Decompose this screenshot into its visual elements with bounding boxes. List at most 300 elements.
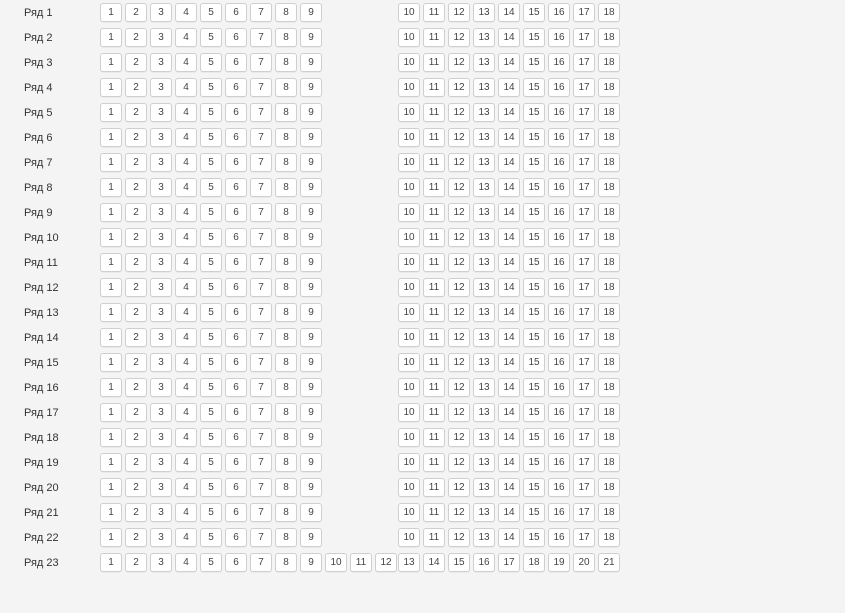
seat[interactable]: 11 bbox=[423, 378, 445, 397]
seat[interactable]: 19 bbox=[548, 553, 570, 572]
seat[interactable]: 9 bbox=[300, 328, 322, 347]
seat[interactable]: 1 bbox=[100, 278, 122, 297]
seat[interactable]: 10 bbox=[398, 478, 420, 497]
seat[interactable]: 7 bbox=[250, 278, 272, 297]
seat[interactable]: 5 bbox=[200, 378, 222, 397]
seat[interactable]: 6 bbox=[225, 153, 247, 172]
seat[interactable]: 2 bbox=[125, 453, 147, 472]
seat[interactable]: 10 bbox=[398, 178, 420, 197]
seat[interactable]: 18 bbox=[598, 53, 620, 72]
seat[interactable]: 15 bbox=[523, 278, 545, 297]
seat[interactable]: 6 bbox=[225, 3, 247, 22]
seat[interactable]: 8 bbox=[275, 528, 297, 547]
seat[interactable]: 18 bbox=[598, 78, 620, 97]
seat[interactable]: 16 bbox=[548, 228, 570, 247]
seat[interactable]: 13 bbox=[473, 353, 495, 372]
seat[interactable]: 18 bbox=[598, 378, 620, 397]
seat[interactable]: 17 bbox=[573, 78, 595, 97]
seat[interactable]: 9 bbox=[300, 253, 322, 272]
seat[interactable]: 15 bbox=[523, 3, 545, 22]
seat[interactable]: 1 bbox=[100, 103, 122, 122]
seat[interactable]: 12 bbox=[448, 53, 470, 72]
seat[interactable]: 16 bbox=[548, 328, 570, 347]
seat[interactable]: 11 bbox=[350, 553, 372, 572]
seat[interactable]: 9 bbox=[300, 103, 322, 122]
seat[interactable]: 8 bbox=[275, 403, 297, 422]
seat[interactable]: 2 bbox=[125, 303, 147, 322]
seat[interactable]: 9 bbox=[300, 303, 322, 322]
seat[interactable]: 14 bbox=[498, 378, 520, 397]
seat[interactable]: 8 bbox=[275, 178, 297, 197]
seat[interactable]: 17 bbox=[573, 428, 595, 447]
seat[interactable]: 10 bbox=[398, 403, 420, 422]
seat[interactable]: 12 bbox=[448, 328, 470, 347]
seat[interactable]: 7 bbox=[250, 28, 272, 47]
seat[interactable]: 12 bbox=[448, 478, 470, 497]
seat[interactable]: 6 bbox=[225, 428, 247, 447]
seat[interactable]: 9 bbox=[300, 28, 322, 47]
seat[interactable]: 7 bbox=[250, 228, 272, 247]
seat[interactable]: 18 bbox=[598, 228, 620, 247]
seat[interactable]: 9 bbox=[300, 453, 322, 472]
seat[interactable]: 15 bbox=[523, 128, 545, 147]
seat[interactable]: 9 bbox=[300, 428, 322, 447]
seat[interactable]: 16 bbox=[548, 3, 570, 22]
seat[interactable]: 11 bbox=[423, 253, 445, 272]
seat[interactable]: 7 bbox=[250, 78, 272, 97]
seat[interactable]: 17 bbox=[573, 478, 595, 497]
seat[interactable]: 12 bbox=[448, 253, 470, 272]
seat[interactable]: 8 bbox=[275, 278, 297, 297]
seat[interactable]: 15 bbox=[523, 303, 545, 322]
seat[interactable]: 13 bbox=[473, 278, 495, 297]
seat[interactable]: 6 bbox=[225, 78, 247, 97]
seat[interactable]: 15 bbox=[523, 53, 545, 72]
seat[interactable]: 14 bbox=[498, 78, 520, 97]
seat[interactable]: 17 bbox=[573, 353, 595, 372]
seat[interactable]: 9 bbox=[300, 553, 322, 572]
seat[interactable]: 13 bbox=[473, 128, 495, 147]
seat[interactable]: 1 bbox=[100, 478, 122, 497]
seat[interactable]: 3 bbox=[150, 328, 172, 347]
seat[interactable]: 13 bbox=[473, 78, 495, 97]
seat[interactable]: 2 bbox=[125, 378, 147, 397]
seat[interactable]: 4 bbox=[175, 53, 197, 72]
seat[interactable]: 13 bbox=[473, 3, 495, 22]
seat[interactable]: 14 bbox=[498, 178, 520, 197]
seat[interactable]: 1 bbox=[100, 553, 122, 572]
seat[interactable]: 15 bbox=[523, 528, 545, 547]
seat[interactable]: 6 bbox=[225, 503, 247, 522]
seat[interactable]: 2 bbox=[125, 278, 147, 297]
seat[interactable]: 11 bbox=[423, 228, 445, 247]
seat[interactable]: 15 bbox=[523, 178, 545, 197]
seat[interactable]: 11 bbox=[423, 428, 445, 447]
seat[interactable]: 12 bbox=[448, 78, 470, 97]
seat[interactable]: 18 bbox=[523, 553, 545, 572]
seat[interactable]: 3 bbox=[150, 178, 172, 197]
seat[interactable]: 18 bbox=[598, 278, 620, 297]
seat[interactable]: 12 bbox=[448, 453, 470, 472]
seat[interactable]: 2 bbox=[125, 78, 147, 97]
seat[interactable]: 18 bbox=[598, 453, 620, 472]
seat[interactable]: 17 bbox=[573, 278, 595, 297]
seat[interactable]: 13 bbox=[473, 478, 495, 497]
seat[interactable]: 12 bbox=[448, 3, 470, 22]
seat[interactable]: 11 bbox=[423, 178, 445, 197]
seat[interactable]: 1 bbox=[100, 428, 122, 447]
seat[interactable]: 4 bbox=[175, 303, 197, 322]
seat[interactable]: 3 bbox=[150, 253, 172, 272]
seat[interactable]: 2 bbox=[125, 403, 147, 422]
seat[interactable]: 7 bbox=[250, 128, 272, 147]
seat[interactable]: 14 bbox=[498, 128, 520, 147]
seat[interactable]: 7 bbox=[250, 103, 272, 122]
seat[interactable]: 16 bbox=[548, 353, 570, 372]
seat[interactable]: 6 bbox=[225, 378, 247, 397]
seat[interactable]: 13 bbox=[473, 153, 495, 172]
seat[interactable]: 5 bbox=[200, 178, 222, 197]
seat[interactable]: 6 bbox=[225, 278, 247, 297]
seat[interactable]: 14 bbox=[498, 528, 520, 547]
seat[interactable]: 14 bbox=[498, 203, 520, 222]
seat[interactable]: 1 bbox=[100, 303, 122, 322]
seat[interactable]: 18 bbox=[598, 28, 620, 47]
seat[interactable]: 5 bbox=[200, 203, 222, 222]
seat[interactable]: 6 bbox=[225, 28, 247, 47]
seat[interactable]: 16 bbox=[548, 203, 570, 222]
seat[interactable]: 10 bbox=[398, 228, 420, 247]
seat[interactable]: 8 bbox=[275, 303, 297, 322]
seat[interactable]: 11 bbox=[423, 203, 445, 222]
seat[interactable]: 16 bbox=[548, 428, 570, 447]
seat[interactable]: 6 bbox=[225, 403, 247, 422]
seat[interactable]: 16 bbox=[548, 278, 570, 297]
seat[interactable]: 1 bbox=[100, 3, 122, 22]
seat[interactable]: 15 bbox=[448, 553, 470, 572]
seat[interactable]: 17 bbox=[573, 453, 595, 472]
seat[interactable]: 7 bbox=[250, 53, 272, 72]
seat[interactable]: 4 bbox=[175, 78, 197, 97]
seat[interactable]: 18 bbox=[598, 328, 620, 347]
seat[interactable]: 8 bbox=[275, 428, 297, 447]
seat[interactable]: 3 bbox=[150, 203, 172, 222]
seat[interactable]: 13 bbox=[398, 553, 420, 572]
seat[interactable]: 15 bbox=[523, 103, 545, 122]
seat[interactable]: 5 bbox=[200, 53, 222, 72]
seat[interactable]: 18 bbox=[598, 503, 620, 522]
seat[interactable]: 11 bbox=[423, 503, 445, 522]
seat[interactable]: 5 bbox=[200, 103, 222, 122]
seat[interactable]: 5 bbox=[200, 278, 222, 297]
seat[interactable]: 12 bbox=[448, 403, 470, 422]
seat[interactable]: 16 bbox=[548, 453, 570, 472]
seat[interactable]: 5 bbox=[200, 228, 222, 247]
seat[interactable]: 3 bbox=[150, 278, 172, 297]
seat[interactable]: 10 bbox=[398, 78, 420, 97]
seat[interactable]: 20 bbox=[573, 553, 595, 572]
seat[interactable]: 17 bbox=[573, 153, 595, 172]
seat[interactable]: 10 bbox=[398, 203, 420, 222]
seat[interactable]: 7 bbox=[250, 453, 272, 472]
seat[interactable]: 6 bbox=[225, 228, 247, 247]
seat[interactable]: 14 bbox=[498, 478, 520, 497]
seat[interactable]: 1 bbox=[100, 203, 122, 222]
seat[interactable]: 12 bbox=[448, 153, 470, 172]
seat[interactable]: 15 bbox=[523, 403, 545, 422]
seat[interactable]: 2 bbox=[125, 428, 147, 447]
seat[interactable]: 6 bbox=[225, 478, 247, 497]
seat[interactable]: 17 bbox=[573, 103, 595, 122]
seat[interactable]: 1 bbox=[100, 378, 122, 397]
seat[interactable]: 15 bbox=[523, 378, 545, 397]
seat[interactable]: 11 bbox=[423, 478, 445, 497]
seat[interactable]: 4 bbox=[175, 453, 197, 472]
seat[interactable]: 1 bbox=[100, 153, 122, 172]
seat[interactable]: 12 bbox=[448, 103, 470, 122]
seat[interactable]: 8 bbox=[275, 553, 297, 572]
seat[interactable]: 1 bbox=[100, 528, 122, 547]
seat[interactable]: 4 bbox=[175, 403, 197, 422]
seat[interactable]: 12 bbox=[448, 528, 470, 547]
seat[interactable]: 4 bbox=[175, 128, 197, 147]
seat[interactable]: 4 bbox=[175, 478, 197, 497]
seat[interactable]: 16 bbox=[548, 303, 570, 322]
seat[interactable]: 5 bbox=[200, 428, 222, 447]
seat[interactable]: 5 bbox=[200, 303, 222, 322]
seat[interactable]: 7 bbox=[250, 303, 272, 322]
seat[interactable]: 14 bbox=[498, 228, 520, 247]
seat[interactable]: 7 bbox=[250, 153, 272, 172]
seat[interactable]: 8 bbox=[275, 228, 297, 247]
seat[interactable]: 1 bbox=[100, 453, 122, 472]
seat[interactable]: 10 bbox=[398, 303, 420, 322]
seat[interactable]: 13 bbox=[473, 378, 495, 397]
seat[interactable]: 3 bbox=[150, 503, 172, 522]
seat[interactable]: 8 bbox=[275, 503, 297, 522]
seat[interactable]: 15 bbox=[523, 328, 545, 347]
seat[interactable]: 5 bbox=[200, 528, 222, 547]
seat[interactable]: 11 bbox=[423, 453, 445, 472]
seat[interactable]: 14 bbox=[498, 28, 520, 47]
seat[interactable]: 5 bbox=[200, 453, 222, 472]
seat[interactable]: 11 bbox=[423, 153, 445, 172]
seat[interactable]: 13 bbox=[473, 253, 495, 272]
seat[interactable]: 5 bbox=[200, 128, 222, 147]
seat[interactable]: 8 bbox=[275, 153, 297, 172]
seat[interactable]: 9 bbox=[300, 503, 322, 522]
seat[interactable]: 4 bbox=[175, 528, 197, 547]
seat[interactable]: 9 bbox=[300, 228, 322, 247]
seat[interactable]: 17 bbox=[573, 378, 595, 397]
seat[interactable]: 14 bbox=[498, 353, 520, 372]
seat[interactable]: 7 bbox=[250, 203, 272, 222]
seat[interactable]: 13 bbox=[473, 403, 495, 422]
seat[interactable]: 10 bbox=[398, 253, 420, 272]
seat[interactable]: 2 bbox=[125, 228, 147, 247]
seat[interactable]: 1 bbox=[100, 228, 122, 247]
seat[interactable]: 10 bbox=[398, 103, 420, 122]
seat[interactable]: 1 bbox=[100, 53, 122, 72]
seat[interactable]: 9 bbox=[300, 78, 322, 97]
seat[interactable]: 2 bbox=[125, 503, 147, 522]
seat[interactable]: 4 bbox=[175, 3, 197, 22]
seat[interactable]: 4 bbox=[175, 503, 197, 522]
seat[interactable]: 5 bbox=[200, 553, 222, 572]
seat[interactable]: 14 bbox=[498, 503, 520, 522]
seat[interactable]: 11 bbox=[423, 328, 445, 347]
seat[interactable]: 6 bbox=[225, 328, 247, 347]
seat[interactable]: 15 bbox=[523, 203, 545, 222]
seat[interactable]: 14 bbox=[498, 253, 520, 272]
seat[interactable]: 16 bbox=[548, 78, 570, 97]
seat[interactable]: 18 bbox=[598, 178, 620, 197]
seat[interactable]: 16 bbox=[548, 53, 570, 72]
seat[interactable]: 7 bbox=[250, 253, 272, 272]
seat[interactable]: 15 bbox=[523, 453, 545, 472]
seat[interactable]: 9 bbox=[300, 178, 322, 197]
seat[interactable]: 4 bbox=[175, 553, 197, 572]
seat[interactable]: 3 bbox=[150, 228, 172, 247]
seat[interactable]: 17 bbox=[573, 128, 595, 147]
seat[interactable]: 7 bbox=[250, 403, 272, 422]
seat[interactable]: 10 bbox=[398, 453, 420, 472]
seat[interactable]: 14 bbox=[498, 428, 520, 447]
seat[interactable]: 12 bbox=[448, 228, 470, 247]
seat[interactable]: 7 bbox=[250, 3, 272, 22]
seat[interactable]: 17 bbox=[573, 528, 595, 547]
seat[interactable]: 16 bbox=[548, 28, 570, 47]
seat[interactable]: 17 bbox=[573, 228, 595, 247]
seat[interactable]: 9 bbox=[300, 528, 322, 547]
seat[interactable]: 14 bbox=[498, 3, 520, 22]
seat[interactable]: 2 bbox=[125, 153, 147, 172]
seat[interactable]: 17 bbox=[573, 328, 595, 347]
seat[interactable]: 18 bbox=[598, 428, 620, 447]
seat[interactable]: 9 bbox=[300, 278, 322, 297]
seat[interactable]: 9 bbox=[300, 3, 322, 22]
seat[interactable]: 14 bbox=[498, 403, 520, 422]
seat[interactable]: 16 bbox=[548, 403, 570, 422]
seat[interactable]: 1 bbox=[100, 128, 122, 147]
seat[interactable]: 17 bbox=[573, 53, 595, 72]
seat[interactable]: 13 bbox=[473, 103, 495, 122]
seat[interactable]: 2 bbox=[125, 178, 147, 197]
seat[interactable]: 11 bbox=[423, 28, 445, 47]
seat[interactable]: 1 bbox=[100, 178, 122, 197]
seat[interactable]: 7 bbox=[250, 378, 272, 397]
seat[interactable]: 3 bbox=[150, 53, 172, 72]
seat[interactable]: 15 bbox=[523, 28, 545, 47]
seat[interactable]: 1 bbox=[100, 78, 122, 97]
seat[interactable]: 15 bbox=[523, 78, 545, 97]
seat[interactable]: 11 bbox=[423, 353, 445, 372]
seat[interactable]: 10 bbox=[398, 428, 420, 447]
seat[interactable]: 9 bbox=[300, 403, 322, 422]
seat[interactable]: 1 bbox=[100, 353, 122, 372]
seat[interactable]: 16 bbox=[548, 528, 570, 547]
seat[interactable]: 10 bbox=[398, 128, 420, 147]
seat[interactable]: 17 bbox=[573, 28, 595, 47]
seat[interactable]: 13 bbox=[473, 428, 495, 447]
seat[interactable]: 8 bbox=[275, 103, 297, 122]
seat[interactable]: 14 bbox=[498, 278, 520, 297]
seat[interactable]: 9 bbox=[300, 478, 322, 497]
seat[interactable]: 14 bbox=[498, 153, 520, 172]
seat[interactable]: 18 bbox=[598, 303, 620, 322]
seat[interactable]: 5 bbox=[200, 353, 222, 372]
seat[interactable]: 6 bbox=[225, 453, 247, 472]
seat[interactable]: 4 bbox=[175, 203, 197, 222]
seat[interactable]: 15 bbox=[523, 428, 545, 447]
seat[interactable]: 2 bbox=[125, 28, 147, 47]
seat[interactable]: 3 bbox=[150, 428, 172, 447]
seat[interactable]: 4 bbox=[175, 328, 197, 347]
seat[interactable]: 11 bbox=[423, 403, 445, 422]
seat[interactable]: 13 bbox=[473, 228, 495, 247]
seat[interactable]: 8 bbox=[275, 3, 297, 22]
seat[interactable]: 14 bbox=[498, 53, 520, 72]
seat[interactable]: 16 bbox=[548, 378, 570, 397]
seat[interactable]: 12 bbox=[448, 378, 470, 397]
seat[interactable]: 7 bbox=[250, 353, 272, 372]
seat[interactable]: 13 bbox=[473, 328, 495, 347]
seat[interactable]: 12 bbox=[448, 278, 470, 297]
seat[interactable]: 2 bbox=[125, 3, 147, 22]
seat[interactable]: 13 bbox=[473, 453, 495, 472]
seat[interactable]: 7 bbox=[250, 553, 272, 572]
seat[interactable]: 4 bbox=[175, 153, 197, 172]
seat[interactable]: 3 bbox=[150, 353, 172, 372]
seat[interactable]: 14 bbox=[498, 328, 520, 347]
seat[interactable]: 16 bbox=[548, 478, 570, 497]
seat[interactable]: 17 bbox=[573, 503, 595, 522]
seat[interactable]: 17 bbox=[573, 178, 595, 197]
seat[interactable]: 1 bbox=[100, 328, 122, 347]
seat[interactable]: 2 bbox=[125, 353, 147, 372]
seat[interactable]: 10 bbox=[398, 353, 420, 372]
seat[interactable]: 8 bbox=[275, 378, 297, 397]
seat[interactable]: 10 bbox=[398, 153, 420, 172]
seat[interactable]: 3 bbox=[150, 3, 172, 22]
seat[interactable]: 5 bbox=[200, 28, 222, 47]
seat[interactable]: 8 bbox=[275, 28, 297, 47]
seat[interactable]: 11 bbox=[423, 278, 445, 297]
seat[interactable]: 18 bbox=[598, 403, 620, 422]
seat[interactable]: 3 bbox=[150, 103, 172, 122]
seat[interactable]: 18 bbox=[598, 153, 620, 172]
seat[interactable]: 13 bbox=[473, 528, 495, 547]
seat[interactable]: 1 bbox=[100, 253, 122, 272]
seat[interactable]: 7 bbox=[250, 503, 272, 522]
seat[interactable]: 3 bbox=[150, 553, 172, 572]
seat[interactable]: 16 bbox=[548, 128, 570, 147]
seat[interactable]: 12 bbox=[448, 503, 470, 522]
seat[interactable]: 12 bbox=[448, 128, 470, 147]
seat[interactable]: 13 bbox=[473, 28, 495, 47]
seat[interactable]: 17 bbox=[573, 403, 595, 422]
seat[interactable]: 12 bbox=[448, 203, 470, 222]
seat[interactable]: 8 bbox=[275, 53, 297, 72]
seat[interactable]: 2 bbox=[125, 328, 147, 347]
seat[interactable]: 6 bbox=[225, 253, 247, 272]
seat[interactable]: 4 bbox=[175, 253, 197, 272]
seat[interactable]: 9 bbox=[300, 128, 322, 147]
seat[interactable]: 10 bbox=[398, 28, 420, 47]
seat[interactable]: 16 bbox=[548, 253, 570, 272]
seat[interactable]: 21 bbox=[598, 553, 620, 572]
seat[interactable]: 11 bbox=[423, 78, 445, 97]
